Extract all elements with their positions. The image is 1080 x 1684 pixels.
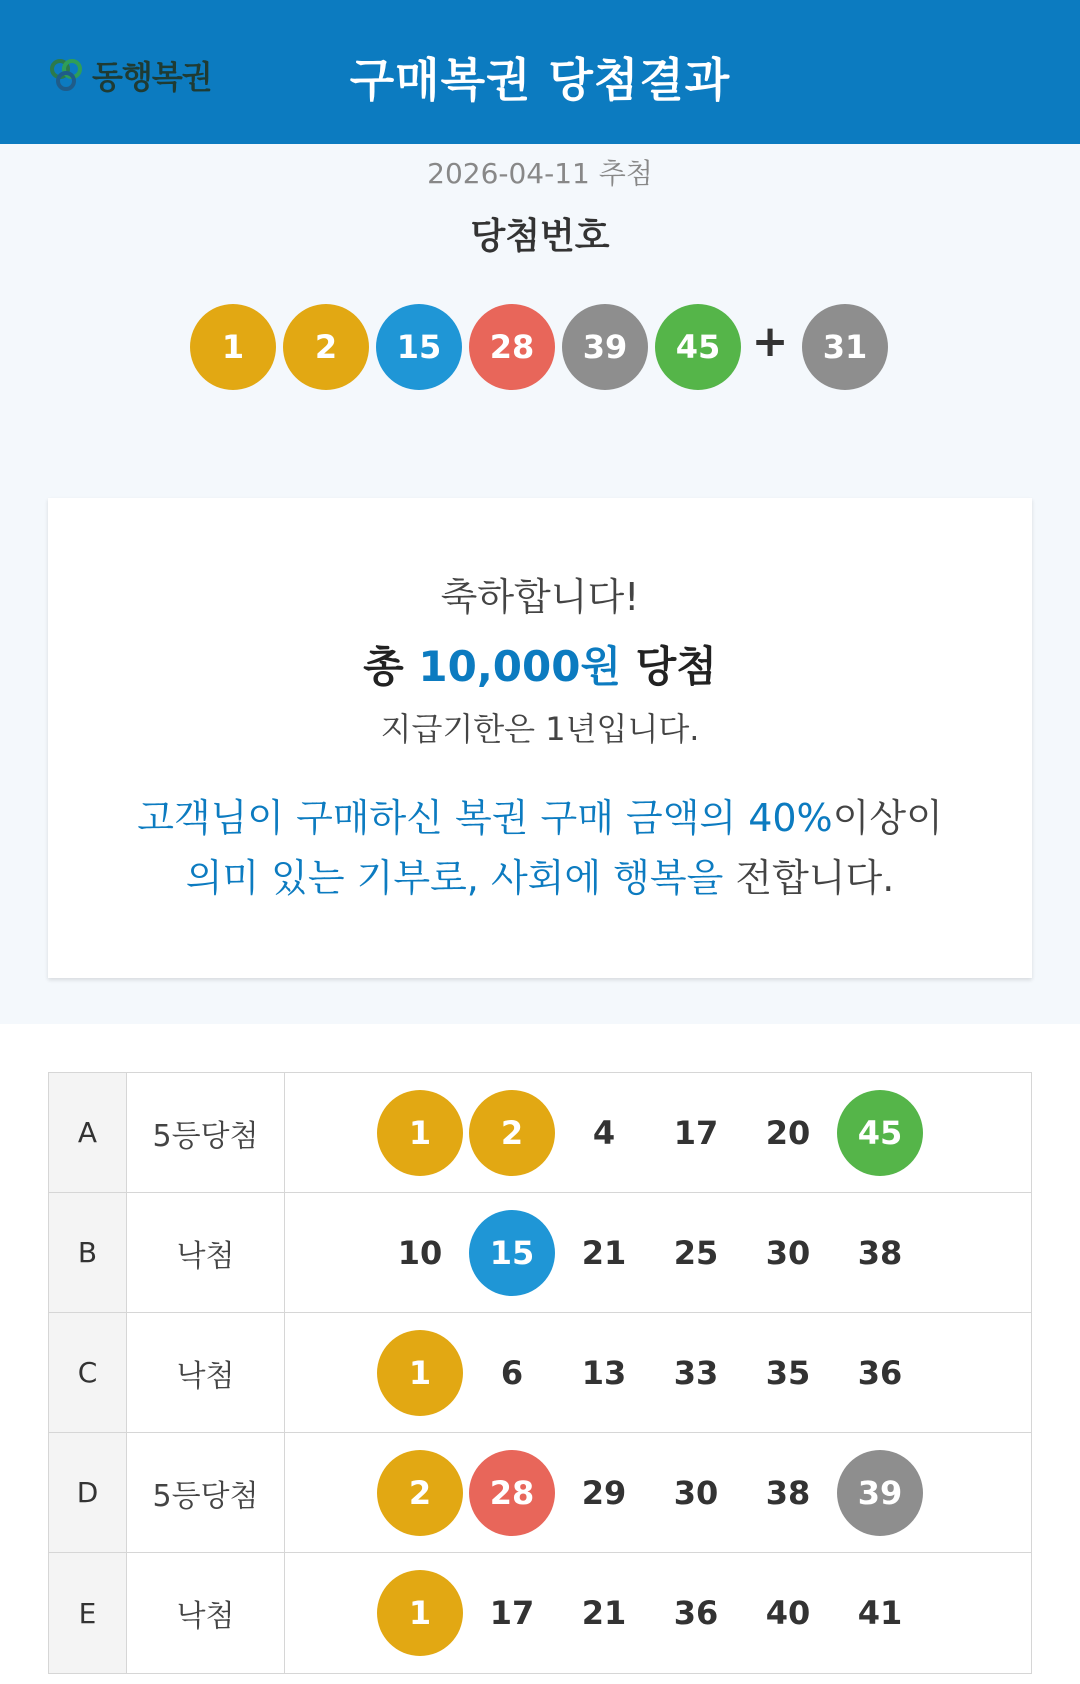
game-letter: E — [49, 1553, 127, 1673]
matched-number-ball: 15 — [469, 1210, 555, 1296]
game-number: 25 — [673, 1234, 719, 1272]
total-amount: 10,000원 — [418, 642, 622, 691]
game-number: 36 — [673, 1594, 719, 1632]
matched-number-ball: 1 — [377, 1570, 463, 1656]
matched-number-ball: 2 — [469, 1090, 555, 1176]
game-numbers — [285, 1193, 1031, 1312]
total-prize — [48, 634, 1032, 694]
total-prefix: 총 — [363, 642, 404, 691]
donation-line2-blue: 의미 있는 기부로, 사회에 행복을 — [185, 856, 724, 900]
game-letter: C — [49, 1313, 127, 1432]
draw-date: 2026-04-11 추첨 — [427, 157, 653, 190]
game-numbers — [285, 1553, 1031, 1673]
game-number: 21 — [581, 1234, 627, 1272]
game-number: 35 — [765, 1354, 811, 1392]
donation-message — [48, 788, 1032, 908]
winning-ball-1: 1 — [190, 304, 276, 390]
game-row — [49, 1433, 1031, 1553]
game-letter: B — [49, 1193, 127, 1312]
total-suffix: 당첨 — [635, 642, 717, 691]
winning-ball-2: 2 — [283, 304, 369, 390]
app-header — [0, 0, 1080, 144]
donation-line1-dark: 이상이 — [832, 796, 943, 840]
payment-deadline: 지급기한은 1년입니다. — [380, 710, 700, 748]
game-numbers — [285, 1073, 1031, 1192]
matched-number-ball: 2 — [377, 1450, 463, 1536]
game-number: 6 — [500, 1354, 524, 1392]
donation-line1-blue: 고객님이 구매하신 복권 구매 금액의 40% — [137, 796, 833, 840]
winning-balls — [0, 304, 1080, 390]
game-number: 17 — [489, 1594, 535, 1632]
game-number: 20 — [765, 1114, 811, 1152]
winning-numbers-label: 당첨번호 — [470, 216, 610, 257]
game-number: 41 — [857, 1594, 903, 1632]
game-result: 5등당첨 — [127, 1073, 285, 1192]
game-row — [49, 1313, 1031, 1433]
game-number: 30 — [765, 1234, 811, 1272]
game-number: 40 — [765, 1594, 811, 1632]
game-result: 낙첨 — [127, 1193, 285, 1312]
game-number: 10 — [397, 1234, 443, 1272]
game-number: 21 — [581, 1594, 627, 1632]
game-numbers — [285, 1433, 1031, 1552]
winning-ball-4: 28 — [469, 304, 555, 390]
game-result: 5등당첨 — [127, 1433, 285, 1552]
matched-number-ball: 28 — [469, 1450, 555, 1536]
bonus-ball: 31 — [802, 304, 888, 390]
game-result: 낙첨 — [127, 1313, 285, 1432]
game-numbers — [285, 1313, 1031, 1432]
game-letter: A — [49, 1073, 127, 1192]
game-number: 17 — [673, 1114, 719, 1152]
plus-sign: + — [751, 316, 789, 367]
game-number: 38 — [765, 1474, 811, 1512]
game-number: 36 — [857, 1354, 903, 1392]
matched-number-ball: 39 — [837, 1450, 923, 1536]
result-summary-card — [48, 498, 1032, 978]
page-title: 구매복권 당첨결과 — [349, 53, 731, 107]
game-row — [49, 1193, 1031, 1313]
purchased-games-table — [48, 1072, 1032, 1674]
matched-number-ball: 1 — [377, 1090, 463, 1176]
matched-number-ball: 1 — [377, 1330, 463, 1416]
winning-numbers-section — [0, 144, 1080, 1024]
game-number: 29 — [581, 1474, 627, 1512]
winning-ball-3: 15 — [376, 304, 462, 390]
donation-line2-dark: 전합니다. — [735, 856, 895, 900]
game-number: 4 — [592, 1114, 616, 1152]
game-number: 13 — [581, 1354, 627, 1392]
game-row — [49, 1553, 1031, 1673]
congrats-text: 축하합니다! — [440, 575, 640, 619]
game-letter: D — [49, 1433, 127, 1552]
game-row — [49, 1073, 1031, 1193]
winning-ball-5: 39 — [562, 304, 648, 390]
matched-number-ball: 45 — [837, 1090, 923, 1176]
game-number: 30 — [673, 1474, 719, 1512]
game-number: 33 — [673, 1354, 719, 1392]
logo-text: 동행복권 — [92, 58, 212, 96]
game-result: 낙첨 — [127, 1553, 285, 1673]
winning-ball-6: 45 — [655, 304, 741, 390]
game-number: 38 — [857, 1234, 903, 1272]
